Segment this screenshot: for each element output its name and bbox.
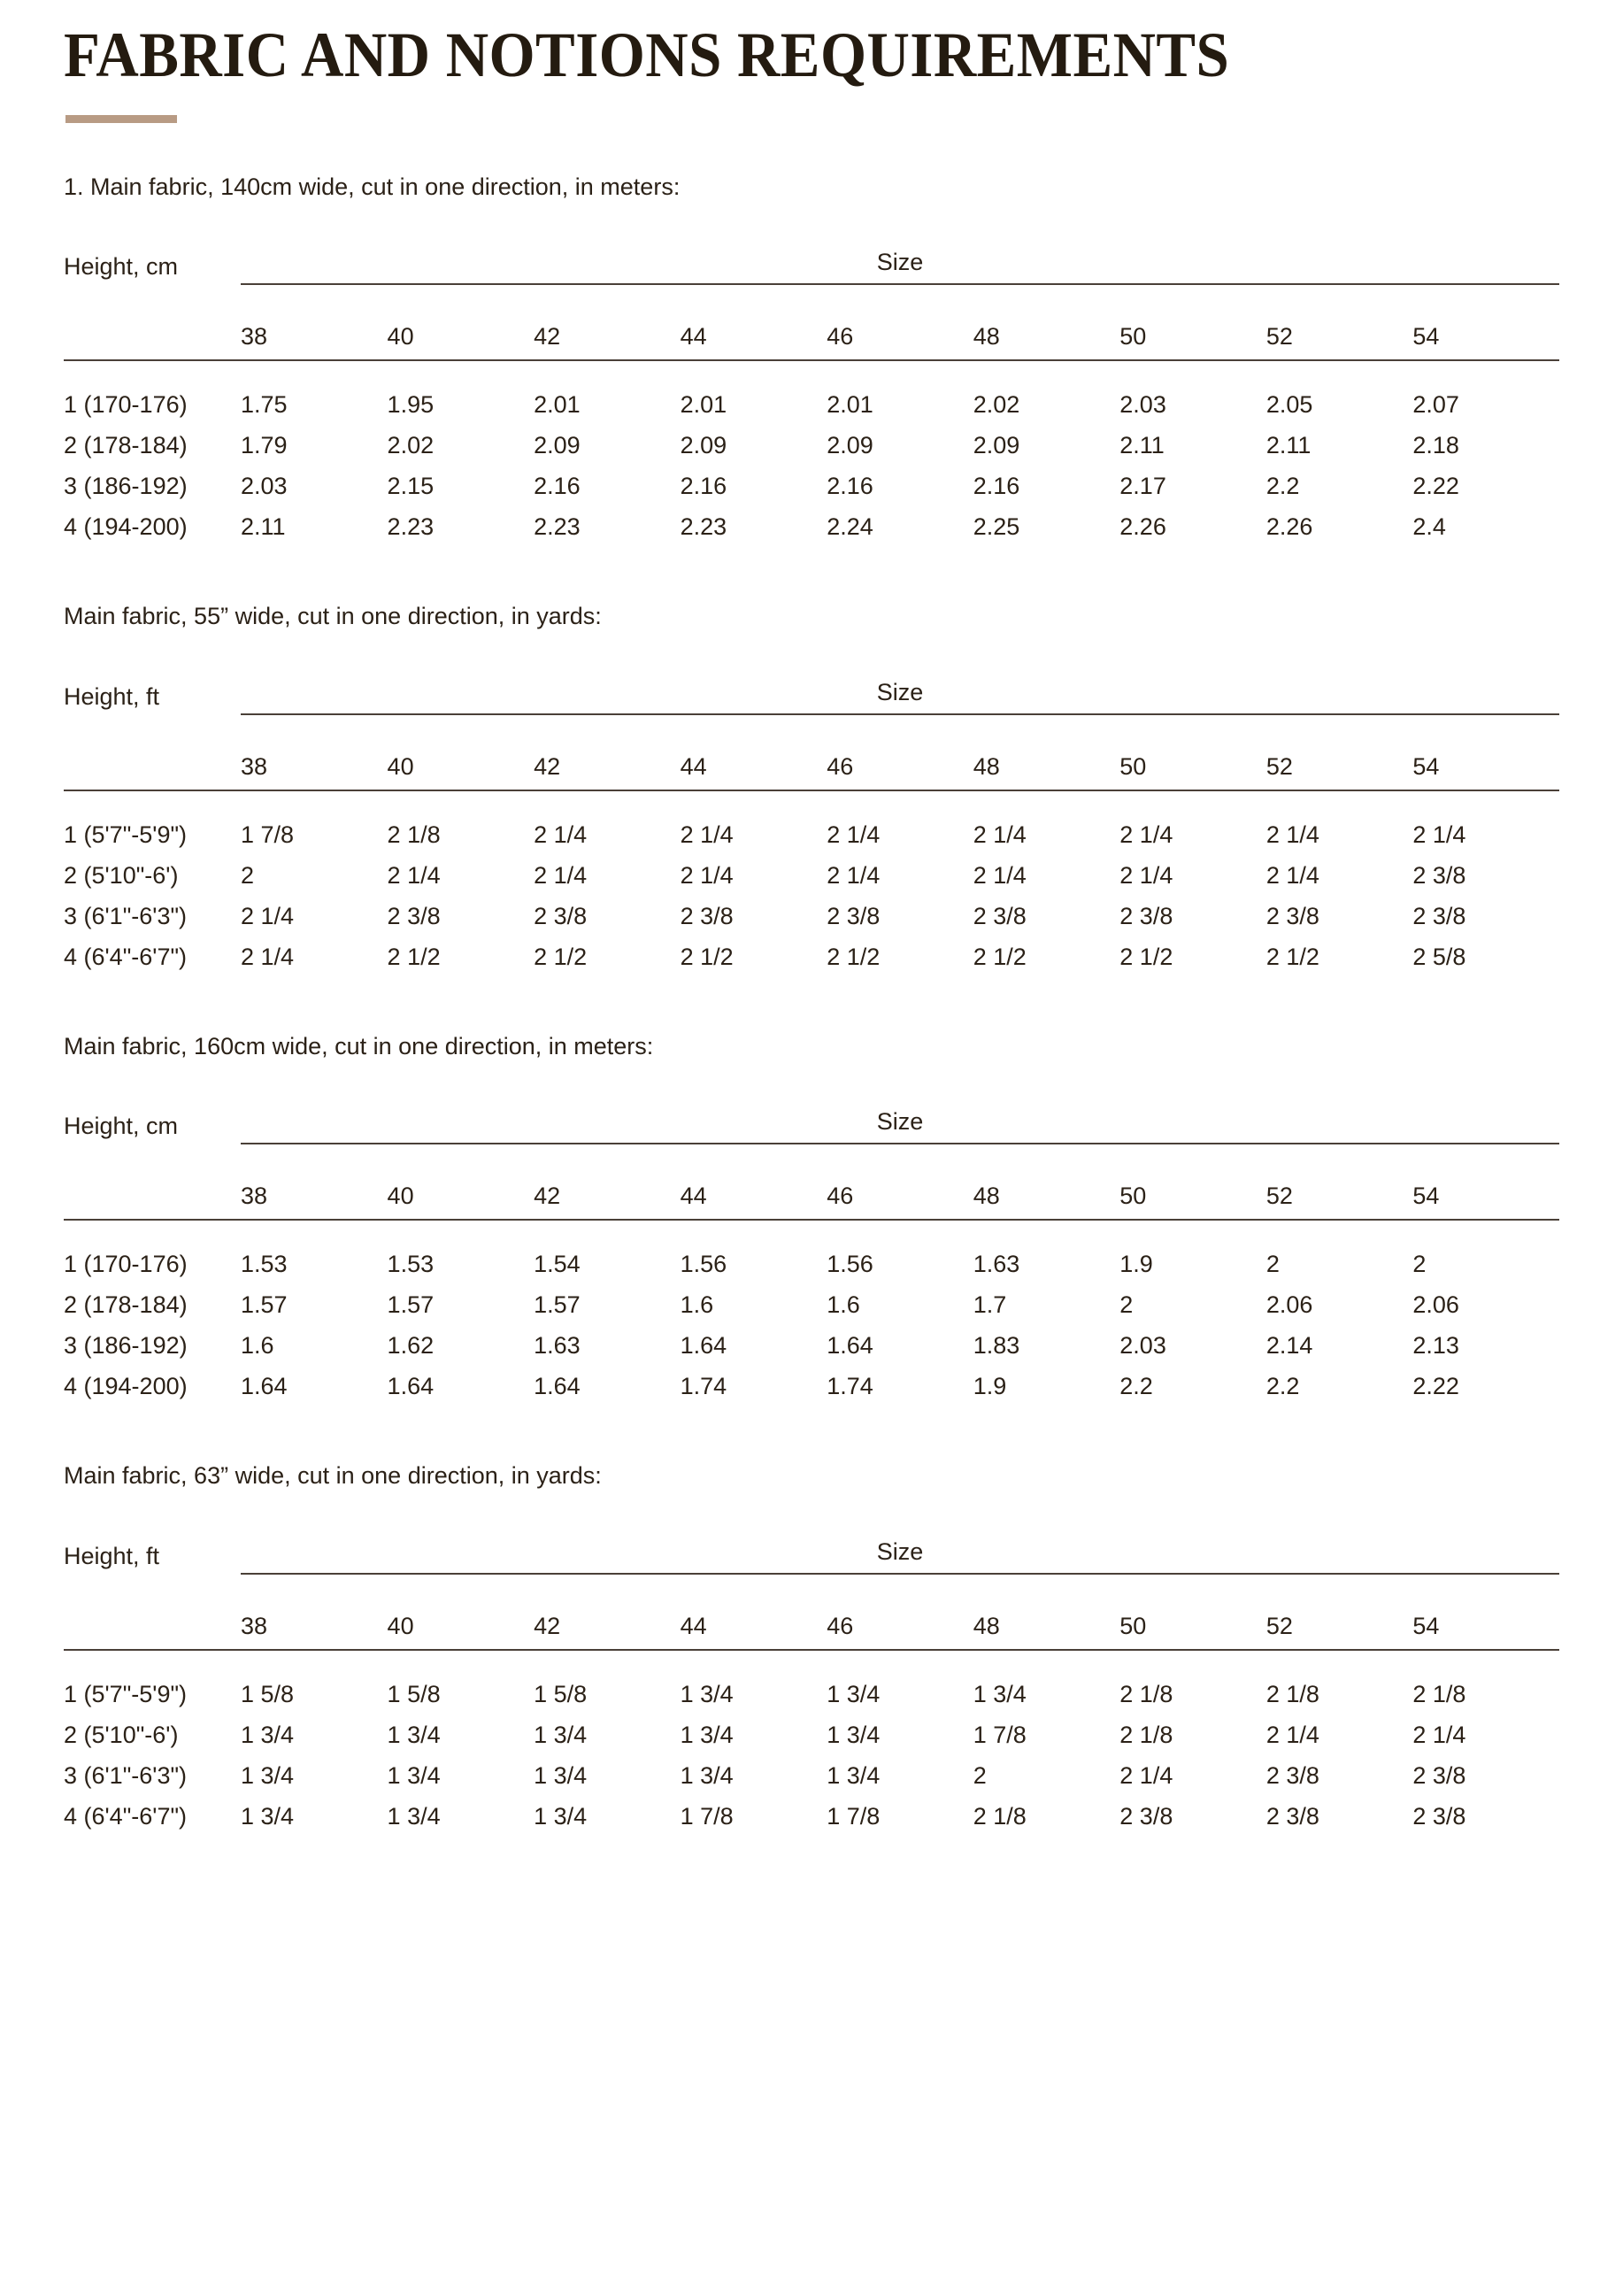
- fabric-amount-cell: 1.9: [1119, 1251, 1153, 1278]
- fabric-amount-cell: 1.74: [827, 1373, 873, 1400]
- fabric-amount-cell: 2.16: [973, 473, 1020, 500]
- fabric-amount-cell: 2 1/4: [534, 861, 588, 889]
- height-range-cell: 2 (5'10"-6'): [64, 1721, 179, 1748]
- fabric-amount-cell: 2.15: [387, 473, 435, 500]
- size-column-header: 44: [681, 714, 827, 790]
- fabric-amount-cell: 1.64: [387, 1373, 435, 1400]
- fabric-amount-cell: 2.22: [1412, 473, 1459, 500]
- size-group-header: [241, 1090, 1559, 1144]
- fabric-amount-cell: 2.03: [241, 473, 288, 500]
- size-column-header: 54: [1412, 1574, 1559, 1650]
- fabric-amount-cell: 2.16: [534, 473, 581, 500]
- fabric-amount-cell: 2.2: [1265, 1373, 1300, 1400]
- fabric-amount-cell: 2 5/8: [1412, 943, 1466, 970]
- spacer-cell: [827, 1220, 973, 1244]
- fabric-amount-cell: 2 1/4: [1265, 821, 1319, 848]
- fabric-amount-cell: 1.64: [827, 1332, 873, 1360]
- spacer-cell: [1412, 1650, 1559, 1674]
- height-range-cell: 1 (5'7"-5'9"): [64, 1680, 188, 1707]
- fabric-amount-cell: 1 3/4: [241, 1761, 295, 1789]
- fabric-amount-cell: 2: [241, 861, 255, 889]
- spacer-cell: [681, 1650, 827, 1674]
- table-row: [64, 896, 1559, 936]
- fabric-amount-cell: 2 1/4: [680, 861, 734, 889]
- fabric-amount-cell: 1 5/8: [241, 1680, 295, 1707]
- fabric-amount-cell: 2.16: [827, 473, 873, 500]
- spacer-cell: [973, 1650, 1120, 1674]
- page-title: FABRIC AND NOTIONS REQUIREMENTS: [64, 19, 1230, 90]
- size-column-header: 52: [1266, 1144, 1413, 1220]
- size-group-header: [241, 1521, 1559, 1574]
- size-column-header: 48: [973, 1144, 1120, 1220]
- size-column-header: 38: [241, 1144, 388, 1220]
- fabric-amount-cell: 1.83: [973, 1332, 1020, 1360]
- fabric-amount-cell: 1.75: [241, 391, 288, 419]
- table-header-row: [64, 284, 1559, 360]
- fabric-amount-cell: 1 7/8: [973, 1721, 1027, 1748]
- size-column-header: 46: [827, 1574, 973, 1650]
- spacer-cell: [241, 1220, 388, 1244]
- fabric-amount-cell: 1 3/4: [827, 1680, 881, 1707]
- fabric-requirements-table: [64, 1521, 1559, 1837]
- fabric-amount-cell: 2 1/4: [241, 943, 295, 970]
- size-column-header: 52: [1266, 714, 1413, 790]
- fabric-amount-cell: 1.6: [241, 1332, 274, 1360]
- fabric-amount-cell: 2 1/4: [1265, 1721, 1319, 1748]
- spacer-cell: [681, 360, 827, 384]
- fabric-amount-cell: 2 1/4: [1119, 1761, 1173, 1789]
- spacer-cell: [64, 1650, 241, 1674]
- fabric-amount-cell: 1.74: [680, 1373, 727, 1400]
- fabric-amount-cell: 2 1/4: [1412, 1721, 1466, 1748]
- fabric-amount-cell: 1.7: [973, 1291, 1007, 1319]
- fabric-amount-cell: 2.07: [1412, 391, 1459, 419]
- header-rule-spacer: [64, 360, 1559, 384]
- spacer-cell: [1119, 790, 1266, 814]
- fabric-amount-cell: 2 1/8: [973, 1802, 1027, 1830]
- fabric-amount-cell: 1.64: [534, 1373, 581, 1400]
- fabric-amount-cell: 2.23: [534, 513, 581, 541]
- fabric-amount-cell: 2.03: [1119, 1332, 1166, 1360]
- fabric-requirements-table: [64, 661, 1559, 977]
- fabric-amount-cell: 2: [1119, 1291, 1134, 1319]
- fabric-amount-cell: 1.6: [827, 1291, 860, 1319]
- fabric-amount-cell: 2.16: [680, 473, 727, 500]
- size-column-header: 48: [973, 714, 1120, 790]
- fabric-amount-cell: 2.09: [534, 432, 581, 459]
- height-range-cell: 3 (6'1"-6'3"): [64, 902, 188, 929]
- fabric-amount-cell: 1.9: [973, 1373, 1007, 1400]
- size-column-header: 42: [534, 284, 681, 360]
- fabric-amount-cell: 1 3/4: [827, 1721, 881, 1748]
- table-row: [64, 1325, 1559, 1366]
- fabric-amount-cell: 2 1/8: [387, 821, 441, 848]
- section-note: Main fabric, 55” wide, cut in one direction, in yards:: [64, 603, 602, 630]
- fabric-amount-cell: 1 7/8: [241, 821, 295, 848]
- fabric-amount-cell: 2 3/8: [1119, 1802, 1173, 1830]
- spacer-cell: [1412, 360, 1559, 384]
- size-column-header: 54: [1412, 284, 1559, 360]
- spacer-cell: [681, 790, 827, 814]
- size-column-header: 48: [973, 284, 1120, 360]
- fabric-amount-cell: 2.05: [1265, 391, 1313, 419]
- fabric-amount-cell: 2.26: [1265, 513, 1313, 541]
- height-column-label: Height, cm: [64, 1113, 179, 1140]
- fabric-amount-cell: 2 1/4: [1265, 861, 1319, 889]
- spacer-cell: [64, 1220, 241, 1244]
- fabric-amount-cell: 2 1/4: [1119, 821, 1173, 848]
- fabric-amount-cell: 2.24: [827, 513, 873, 541]
- fabric-amount-cell: 2 3/8: [1412, 1802, 1466, 1830]
- fabric-amount-cell: 1.56: [827, 1251, 873, 1278]
- spacer-cell: [973, 360, 1120, 384]
- spacer-cell: [1412, 1220, 1559, 1244]
- fabric-requirements-table: [64, 1090, 1559, 1406]
- fabric-amount-cell: 2 3/8: [534, 902, 588, 929]
- size-column-header: 52: [1266, 1574, 1413, 1650]
- height-range-cell: 3 (6'1"-6'3"): [64, 1761, 188, 1789]
- fabric-amount-cell: 1 3/4: [241, 1721, 295, 1748]
- size-column-header: 54: [1412, 714, 1559, 790]
- table-row: [64, 855, 1559, 896]
- table-row: [64, 1755, 1559, 1796]
- size-column-header: 42: [534, 1574, 681, 1650]
- size-group-label: Size: [876, 249, 924, 276]
- spacer-cell: [973, 1220, 1120, 1244]
- table-row: [64, 506, 1559, 547]
- size-column-header: 42: [534, 714, 681, 790]
- fabric-amount-cell: 2.25: [973, 513, 1020, 541]
- fabric-amount-cell: 2 1/8: [1119, 1721, 1173, 1748]
- fabric-amount-cell: 2 1/2: [1119, 943, 1173, 970]
- table-row: [64, 1244, 1559, 1284]
- fabric-amount-cell: 2.06: [1412, 1291, 1459, 1319]
- size-column-header: 38: [241, 714, 388, 790]
- spacer-cell: [534, 360, 681, 384]
- header-rule-spacer: [64, 790, 1559, 814]
- table-row: [64, 1796, 1559, 1837]
- fabric-amount-cell: 2 3/8: [827, 902, 881, 929]
- size-column-header: 44: [681, 1144, 827, 1220]
- spacer-cell: [388, 360, 535, 384]
- size-column-header: 38: [241, 284, 388, 360]
- height-range-cell: 1 (170-176): [64, 391, 188, 419]
- spacer-cell: [1266, 360, 1413, 384]
- size-column-header: 44: [681, 284, 827, 360]
- size-group-header: [241, 661, 1559, 714]
- spacer-cell: [388, 1650, 535, 1674]
- size-column-header: 50: [1119, 714, 1266, 790]
- spacer-cell: [681, 1220, 827, 1244]
- size-group-label: Size: [876, 678, 924, 705]
- height-range-cell: 4 (6'4"-6'7"): [64, 943, 188, 970]
- size-column-header: 46: [827, 284, 973, 360]
- fabric-amount-cell: 2.09: [827, 432, 873, 459]
- size-column-header: 50: [1119, 284, 1266, 360]
- fabric-amount-cell: 2.02: [973, 391, 1020, 419]
- table-row: [64, 1674, 1559, 1714]
- header-rule-spacer: [64, 1220, 1559, 1244]
- fabric-requirements-table: [64, 231, 1559, 547]
- spacer-cell: [827, 360, 973, 384]
- fabric-amount-cell: 2 1/4: [973, 861, 1027, 889]
- height-range-cell: 4 (6'4"-6'7"): [64, 1802, 188, 1830]
- fabric-amount-cell: 2 3/8: [1265, 1761, 1319, 1789]
- header-spacer-cell: [64, 284, 241, 360]
- fabric-amount-cell: 2.2: [1119, 1373, 1153, 1400]
- spacer-cell: [1119, 1650, 1266, 1674]
- fabric-amount-cell: 1 3/4: [680, 1680, 734, 1707]
- fabric-amount-cell: 1 7/8: [680, 1802, 734, 1830]
- section-note: Main fabric, 160cm wide, cut in one direction, in meters:: [64, 1032, 654, 1059]
- size-column-header: 48: [973, 1574, 1120, 1650]
- table-header-row: [64, 1574, 1559, 1650]
- height-column-label: Height, ft: [64, 682, 160, 710]
- fabric-amount-cell: 2 1/8: [1119, 1680, 1173, 1707]
- table-header-group-row: [64, 1521, 1559, 1574]
- header-rule-spacer: [64, 1650, 1559, 1674]
- fabric-amount-cell: 2.03: [1119, 391, 1166, 419]
- fabric-amount-cell: 1.95: [387, 391, 435, 419]
- fabric-amount-cell: 2 1/8: [1265, 1680, 1319, 1707]
- height-range-cell: 2 (178-184): [64, 432, 188, 459]
- fabric-amount-cell: 2 1/2: [680, 943, 734, 970]
- fabric-amount-cell: 2 1/2: [1265, 943, 1319, 970]
- table-header-row: [64, 1144, 1559, 1220]
- fabric-amount-cell: 2.23: [680, 513, 727, 541]
- fabric-amount-cell: 1 3/4: [387, 1761, 441, 1789]
- height-range-cell: 4 (194-200): [64, 513, 188, 541]
- size-column-header: 38: [241, 1574, 388, 1650]
- fabric-amount-cell: 2 3/8: [1265, 902, 1319, 929]
- size-group-label: Size: [876, 1108, 924, 1136]
- spacer-cell: [1412, 790, 1559, 814]
- fabric-amount-cell: 2 1/4: [534, 821, 588, 848]
- fabric-amount-cell: 2.01: [827, 391, 873, 419]
- spacer-cell: [1266, 790, 1413, 814]
- header-spacer-cell: [64, 1144, 241, 1220]
- table-row: [64, 1284, 1559, 1325]
- size-column-header: 46: [827, 714, 973, 790]
- fabric-amount-cell: 1 3/4: [534, 1721, 588, 1748]
- size-column-header: 42: [534, 1144, 681, 1220]
- spacer-cell: [534, 790, 681, 814]
- spacer-cell: [827, 790, 973, 814]
- fabric-amount-cell: 2 3/8: [1412, 1761, 1466, 1789]
- spacer-cell: [388, 790, 535, 814]
- title-accent-rule: [65, 115, 177, 123]
- spacer-cell: [1119, 360, 1266, 384]
- fabric-amount-cell: 1.79: [241, 432, 288, 459]
- height-range-cell: 2 (178-184): [64, 1291, 188, 1319]
- fabric-amount-cell: 2 1/4: [1412, 821, 1466, 848]
- spacer-cell: [973, 790, 1120, 814]
- fabric-amount-cell: 1.64: [241, 1373, 288, 1400]
- sections-container: [64, 173, 1559, 1837]
- fabric-amount-cell: 2 1/2: [827, 943, 881, 970]
- fabric-amount-cell: 2 3/8: [1119, 902, 1173, 929]
- table-header-row: [64, 714, 1559, 790]
- size-column-header: 44: [681, 1574, 827, 1650]
- spacer-cell: [64, 360, 241, 384]
- fabric-amount-cell: 1.57: [387, 1291, 435, 1319]
- fabric-amount-cell: 2 1/4: [387, 861, 441, 889]
- header-spacer-cell: [64, 714, 241, 790]
- table-row: [64, 1366, 1559, 1406]
- height-range-cell: 1 (170-176): [64, 1251, 188, 1278]
- fabric-amount-cell: 1.53: [387, 1251, 435, 1278]
- table-row: [64, 936, 1559, 977]
- height-column-label: Height, ft: [64, 1542, 160, 1569]
- fabric-amount-cell: 1 3/4: [827, 1761, 881, 1789]
- table-row: [64, 1714, 1559, 1755]
- height-range-cell: 3 (186-192): [64, 1332, 188, 1360]
- fabric-amount-cell: 2 1/4: [827, 861, 881, 889]
- fabric-amount-cell: 2: [1265, 1251, 1280, 1278]
- fabric-amount-cell: 1 3/4: [387, 1802, 441, 1830]
- fabric-amount-cell: 2.06: [1265, 1291, 1313, 1319]
- size-column-header: 54: [1412, 1144, 1559, 1220]
- fabric-amount-cell: 2 1/4: [1119, 861, 1173, 889]
- header-spacer-cell: [64, 1574, 241, 1650]
- table-header-group-row: [64, 661, 1559, 714]
- spacer-cell: [1266, 1650, 1413, 1674]
- spacer-cell: [241, 790, 388, 814]
- fabric-amount-cell: 1 3/4: [973, 1680, 1027, 1707]
- fabric-amount-cell: 2.4: [1412, 513, 1446, 541]
- fabric-amount-cell: 2 1/2: [387, 943, 441, 970]
- size-column-header: 40: [388, 1574, 535, 1650]
- fabric-amount-cell: 1 3/4: [534, 1802, 588, 1830]
- spacer-cell: [64, 790, 241, 814]
- fabric-amount-cell: 2.09: [973, 432, 1020, 459]
- size-group-header: [241, 231, 1559, 284]
- size-column-header: 50: [1119, 1144, 1266, 1220]
- fabric-amount-cell: 1.57: [534, 1291, 581, 1319]
- size-column-header: 40: [388, 284, 535, 360]
- fabric-amount-cell: 2.02: [387, 432, 435, 459]
- fabric-amount-cell: 2.2: [1265, 473, 1300, 500]
- fabric-amount-cell: 2.11: [1265, 432, 1311, 459]
- fabric-amount-cell: 2.01: [680, 391, 727, 419]
- fabric-amount-cell: 2 1/4: [973, 821, 1027, 848]
- table-row: [64, 384, 1559, 425]
- fabric-amount-cell: 2.11: [241, 513, 286, 541]
- fabric-amount-cell: 2 3/8: [1412, 861, 1466, 889]
- fabric-amount-cell: 2.13: [1412, 1332, 1459, 1360]
- table-header-group-row: [64, 1090, 1559, 1144]
- table-row: [64, 425, 1559, 466]
- section-note: Main fabric, 63” wide, cut in one direction, in yards:: [64, 1462, 602, 1490]
- fabric-amount-cell: 2.23: [387, 513, 435, 541]
- spacer-cell: [1119, 1220, 1266, 1244]
- fabric-amount-cell: 1 5/8: [534, 1680, 588, 1707]
- fabric-amount-cell: 2.01: [534, 391, 581, 419]
- fabric-amount-cell: 1 5/8: [387, 1680, 441, 1707]
- fabric-amount-cell: 1.6: [680, 1291, 714, 1319]
- fabric-amount-cell: 2: [1412, 1251, 1427, 1278]
- size-column-header: 52: [1266, 284, 1413, 360]
- fabric-amount-cell: 1.63: [534, 1332, 581, 1360]
- spacer-cell: [827, 1650, 973, 1674]
- fabric-amount-cell: 2 3/8: [387, 902, 441, 929]
- table-row: [64, 814, 1559, 855]
- fabric-amount-cell: 2 1/4: [241, 902, 295, 929]
- size-column-header: 40: [388, 714, 535, 790]
- fabric-amount-cell: 2.22: [1412, 1373, 1459, 1400]
- fabric-amount-cell: 2.14: [1265, 1332, 1313, 1360]
- fabric-amount-cell: 2 1/4: [680, 821, 734, 848]
- spacer-cell: [241, 1650, 388, 1674]
- fabric-amount-cell: 2 1/8: [1412, 1680, 1466, 1707]
- fabric-amount-cell: 1.54: [534, 1251, 581, 1278]
- fabric-amount-cell: 1 3/4: [387, 1721, 441, 1748]
- size-column-header: 46: [827, 1144, 973, 1220]
- fabric-amount-cell: 1 3/4: [680, 1721, 734, 1748]
- height-range-cell: 1 (5'7"-5'9"): [64, 821, 188, 848]
- fabric-amount-cell: 2.09: [680, 432, 727, 459]
- fabric-amount-cell: 2 1/4: [827, 821, 881, 848]
- size-column-header: 50: [1119, 1574, 1266, 1650]
- fabric-amount-cell: 2 1/2: [534, 943, 588, 970]
- spacer-cell: [534, 1650, 681, 1674]
- fabric-amount-cell: 2.17: [1119, 473, 1166, 500]
- fabric-amount-cell: 1 3/4: [241, 1802, 295, 1830]
- fabric-amount-cell: 1 7/8: [827, 1802, 881, 1830]
- height-column-label: Height, cm: [64, 253, 179, 281]
- fabric-amount-cell: 1 3/4: [534, 1761, 588, 1789]
- fabric-amount-cell: 1.53: [241, 1251, 288, 1278]
- spacer-cell: [534, 1220, 681, 1244]
- section-note: 1. Main fabric, 140cm wide, cut in one direction, in meters:: [64, 173, 681, 200]
- fabric-amount-cell: 2: [973, 1761, 987, 1789]
- height-range-cell: 3 (186-192): [64, 473, 188, 500]
- table-header-group-row: [64, 231, 1559, 284]
- fabric-amount-cell: 2 3/8: [1265, 1802, 1319, 1830]
- fabric-amount-cell: 2 3/8: [973, 902, 1027, 929]
- fabric-amount-cell: 2.18: [1412, 432, 1459, 459]
- height-range-cell: 2 (5'10"-6'): [64, 861, 179, 889]
- fabric-amount-cell: 1.57: [241, 1291, 288, 1319]
- size-group-label: Size: [876, 1537, 924, 1565]
- height-range-cell: 4 (194-200): [64, 1373, 188, 1400]
- fabric-amount-cell: 1.64: [680, 1332, 727, 1360]
- fabric-amount-cell: 1.63: [973, 1251, 1020, 1278]
- fabric-amount-cell: 2.26: [1119, 513, 1166, 541]
- fabric-amount-cell: 2 3/8: [1412, 902, 1466, 929]
- fabric-amount-cell: 1.62: [387, 1332, 435, 1360]
- spacer-cell: [388, 1220, 535, 1244]
- spacer-cell: [1266, 1220, 1413, 1244]
- fabric-amount-cell: 1 3/4: [680, 1761, 734, 1789]
- fabric-amount-cell: 2.11: [1119, 432, 1165, 459]
- fabric-amount-cell: 2 3/8: [680, 902, 734, 929]
- spacer-cell: [241, 360, 388, 384]
- table-row: [64, 466, 1559, 506]
- size-column-header: 40: [388, 1144, 535, 1220]
- fabric-amount-cell: 2 1/2: [973, 943, 1027, 970]
- fabric-amount-cell: 1.56: [680, 1251, 727, 1278]
